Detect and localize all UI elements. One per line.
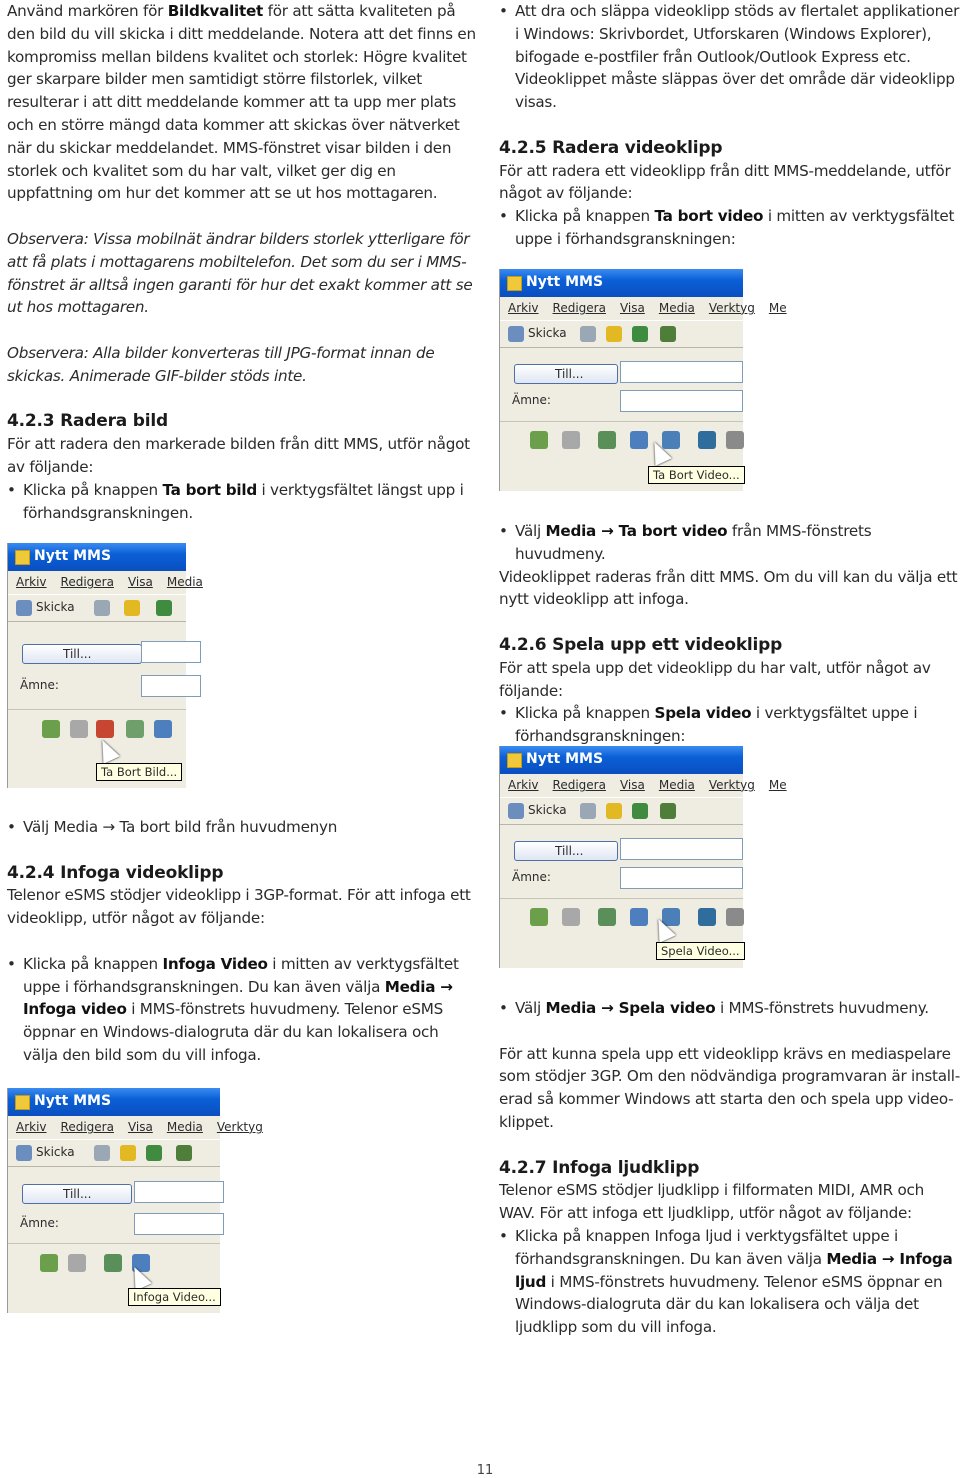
para-4-2-3: För att radera den markerade bilden från ditt MMS, utför något av följande: [7, 435, 470, 476]
window-icon [15, 1095, 30, 1110]
note-icon[interactable] [120, 1145, 136, 1161]
bullet-4-2-5-menu: • Välj Media → Ta bort video från MMS-fönstrets huvudmeny. [499, 520, 961, 566]
screenshot-delete-video [499, 269, 787, 491]
bullet-4-2-4: • Klicka på knappen Infoga Video i mitten av verktygsfältet uppe i förhandsgranskningen. Du kan även välja Media → Infoga video i MMS-fönstrets huvudmeny. Telenor eSMS öppnar en Windows-dialogruta där du kan lokalisera och välja den bild som du vill infoga. [7, 953, 477, 1067]
menu-redigera[interactable]: Redigera [552, 301, 606, 315]
subject-label: Ämne: [512, 393, 551, 407]
tooltip-insert-video: Infoga Video... [128, 1288, 221, 1306]
send-icon [508, 326, 524, 342]
left-column-lower [7, 816, 477, 1067]
subject-field[interactable] [620, 867, 743, 889]
screenshot-insert-video [7, 1088, 263, 1313]
audio-icon[interactable] [698, 908, 716, 926]
image-tool-icon[interactable] [70, 720, 88, 738]
menu-verktyg[interactable]: Verktyg [708, 778, 755, 792]
menu-arkiv[interactable]: Arkiv [508, 778, 539, 792]
preview-toolbar [8, 709, 186, 744]
para-4-2-6b: För att kunna spela upp ett videoklipp krävs en mediaspelare som stödjer 3GP. Om den nödvändiga programvaran är install-erad så kommer Windows att starta den och spela upp video-klippet. [499, 1044, 960, 1131]
menu-visa[interactable]: Visa [127, 1120, 153, 1134]
settings-icon[interactable] [726, 431, 744, 449]
page-number: 11 [476, 1463, 494, 1478]
menu-verktyg[interactable]: Verktyg [216, 1120, 263, 1134]
menu-media[interactable]: Media [658, 301, 695, 315]
bullet-4-2-7: • Klicka på knappen Infoga ljud i verktygsfältet uppe i förhandsgranskningen. Du kan även välja Media → Infoga ljud i MMS-fönstrets huvudmeny. Telenor eSMS öppnar en Windows-dialogruta där du kan lokalisera och välja det ljudklipp som du vill infoga. [499, 1225, 961, 1339]
subject-label: Ämne: [20, 1216, 59, 1230]
tree-icon[interactable] [176, 1145, 192, 1161]
subject-field[interactable] [134, 1213, 224, 1235]
para-4-2-4: Telenor eSMS stödjer videoklipp i 3GP-format. För att infoga ett videoklipp, utför något av följande: [7, 886, 471, 928]
heading-4-2-5: 4.2.5 Radera videoklipp [499, 137, 723, 158]
tool-icon[interactable] [94, 1145, 110, 1161]
menu-bar [8, 571, 203, 593]
bullet-4-2-5: • Klicka på knappen Ta bort video i mitten av verktygsfältet uppe i förhandsgranskningen: [499, 205, 961, 251]
insert-image-icon[interactable] [530, 431, 548, 449]
window-icon [507, 276, 522, 291]
delete-video-icon[interactable] [630, 431, 648, 449]
tooltip-play-video: Spela Video... [656, 942, 745, 960]
send-icon [16, 1145, 32, 1161]
left-column [7, 0, 477, 524]
check-icon[interactable] [146, 1145, 162, 1161]
insert-video-icon[interactable] [598, 431, 616, 449]
bullet-4-2-6-menu: • Välj Media → Spela video i MMS-fönstrets huvudmeny. [499, 997, 961, 1020]
para-4-2-6: För att spela upp det videoklipp du har valt, utför något av följande: [499, 658, 931, 700]
menu-arkiv[interactable]: Arkiv [508, 301, 539, 315]
bullet-4-2-6: • Klicka på knappen Spela video i verktygsfältet uppe i förhandsgranskningen: [499, 702, 961, 748]
note-paragraph: Observera: Vissa mobilnät ändrar bilders storlek ytterligare för att få plats i mottagarens mobiltelefon. Det som du ser i MMS-fönstret är alltså ingen garanti för hur det exakt kommer att se ut hos mottagaren. [7, 229, 473, 317]
settings-icon[interactable] [726, 908, 744, 926]
heading-4-2-4: 4.2.4 Infoga videoklipp [7, 862, 224, 883]
menu-media[interactable]: Media [166, 575, 203, 589]
subject-label: Ämne: [20, 678, 59, 692]
menu-media[interactable]: Media [658, 778, 695, 792]
screenshot-play-video [499, 746, 787, 968]
right-column-lower [499, 997, 961, 1339]
note-jpg: Observera: Alla bilder konverteras till JPG-format innan de skickas. Animerade GIF-bilder stöds inte. [7, 343, 435, 385]
bullet-4-2-3: • Klicka på knappen Ta bort bild i verktygsfältet längst upp i förhandsgranskningen. [7, 479, 477, 525]
subject-field[interactable] [141, 675, 201, 697]
tooltip-delete-video: Ta Bort Video... [648, 466, 745, 484]
menu-more[interactable]: Me [768, 778, 787, 792]
insert-image-icon[interactable] [42, 720, 60, 738]
right-column-mid [499, 520, 961, 748]
menu-bar [500, 297, 787, 319]
to-field[interactable] [620, 838, 743, 860]
insert-video-icon[interactable] [104, 1254, 122, 1272]
tree-icon[interactable] [660, 326, 676, 342]
tool-icon[interactable] [580, 803, 596, 819]
note-icon[interactable] [124, 600, 140, 616]
menu-redigera[interactable]: Redigera [60, 1120, 114, 1134]
preview-toolbar [8, 1243, 220, 1278]
send-button[interactable]: Skicka [528, 803, 567, 817]
to-field[interactable] [620, 361, 743, 383]
to-button[interactable]: Till... [22, 644, 142, 664]
to-button[interactable]: Till... [514, 841, 618, 861]
menu-redigera[interactable]: Redigera [552, 778, 606, 792]
menu-arkiv[interactable]: Arkiv [16, 1120, 47, 1134]
toolbar [8, 594, 186, 622]
heading-4-2-6: 4.2.6 Spela upp ett videoklipp [499, 634, 783, 655]
check-icon[interactable] [632, 326, 648, 342]
menu-bar [500, 774, 787, 796]
send-button[interactable]: Skicka [36, 1145, 75, 1159]
insert-video-icon[interactable] [126, 720, 144, 738]
to-button[interactable]: Till... [22, 1184, 132, 1204]
right-column [499, 0, 961, 251]
window-icon [15, 550, 30, 565]
delete-image-icon[interactable] [96, 720, 114, 738]
menu-visa[interactable]: Visa [619, 778, 645, 792]
window-titlebar: Nytt MMS [8, 1088, 220, 1116]
tool-icon[interactable] [580, 326, 596, 342]
intro-paragraph: Använd markören för Bildkvalitet för att sätta kvaliteten på den bild du vill skicka i ditt meddelande. Notera att det finns en kompromiss mellan bildens kvalitet och storlek: Högre kvalitet ger skarpare bilder men samtidigt större filstorlek, vilket resulterar i att ditt meddelande kommer att ta upp mer plats och en större mängd data kommer att skickas över nätverket när du skickar meddelandet. MMS-fönstret visar bilden i den storlek och kvalitet som du har valt, vilket ger dig en uppfattning om hur det kommer att se ut hos mottagaren. [7, 2, 476, 203]
window-titlebar: Nytt MMS [500, 746, 743, 774]
window-titlebar: Nytt MMS [500, 269, 743, 297]
tool-icon[interactable] [94, 600, 110, 616]
delete-video-icon[interactable] [630, 908, 648, 926]
menu-media[interactable]: Media [166, 1120, 203, 1134]
preview-toolbar [500, 421, 743, 456]
to-field[interactable] [141, 641, 201, 663]
menu-redigera[interactable]: Redigera [60, 575, 114, 589]
bullet-4-2-3-menu: • Välj Media → Ta bort bild från huvudmenyn [7, 816, 477, 839]
to-button[interactable]: Till... [514, 364, 618, 384]
send-button[interactable]: Skicka [528, 326, 567, 340]
to-field[interactable] [134, 1181, 224, 1203]
image-tool-icon[interactable] [562, 431, 580, 449]
audio-icon[interactable] [698, 431, 716, 449]
window-icon [507, 753, 522, 768]
tooltip-delete-image: Ta Bort Bild... [96, 763, 182, 781]
menu-visa[interactable]: Visa [619, 301, 645, 315]
note-icon[interactable] [606, 803, 622, 819]
note-icon[interactable] [606, 326, 622, 342]
insert-video-icon[interactable] [598, 908, 616, 926]
video-icon[interactable] [154, 720, 172, 738]
toolbar [8, 1139, 220, 1167]
para-4-2-5b: Videoklippet raderas från ditt MMS. Om du vill kan du välja ett nytt videoklipp att infoga. [499, 567, 958, 609]
subject-label: Ämne: [512, 870, 551, 884]
send-icon [508, 803, 524, 819]
menu-arkiv[interactable]: Arkiv [16, 575, 47, 589]
para-4-2-7: Telenor eSMS stödjer ljudklipp i filformaten MIDI, AMR och WAV. För att infoga ett ljudklipp, utför något av följande: [499, 1181, 924, 1223]
heading-4-2-3: 4.2.3 Radera bild [7, 411, 168, 432]
menu-bar [8, 1116, 263, 1138]
preview-toolbar [500, 898, 743, 933]
menu-visa[interactable]: Visa [127, 575, 153, 589]
para-4-2-5: För att radera ett videoklipp från ditt MMS-meddelande, utför något av följande: [499, 161, 951, 203]
insert-image-icon[interactable] [40, 1254, 58, 1272]
screenshot-delete-image [7, 543, 203, 788]
image-tool-icon[interactable] [68, 1254, 86, 1272]
toolbar [500, 320, 743, 348]
image-tool-icon[interactable] [562, 908, 580, 926]
insert-image-icon[interactable] [530, 908, 548, 926]
toolbar [500, 797, 743, 825]
send-button[interactable]: Skicka [36, 600, 75, 614]
send-icon [16, 600, 32, 616]
bullet-drag-drop: • Att dra och släppa videoklipp stöds av flertalet applikationer i Windows: Skrivbordet, Utforskaren (Windows Explorer), bifogade e-postfiler från Outlook/Outlook Express etc. Videoklippet måste släppas över det område där videoklipp visas. [499, 0, 961, 114]
menu-verktyg[interactable]: Verktyg [708, 301, 755, 315]
heading-4-2-7: 4.2.7 Infoga ljudklipp [499, 1157, 700, 1178]
check-icon[interactable] [632, 803, 648, 819]
window-titlebar: Nytt MMS [8, 543, 186, 571]
menu-more[interactable]: Me [768, 301, 787, 315]
subject-field[interactable] [620, 390, 743, 412]
tree-icon[interactable] [660, 803, 676, 819]
check-icon[interactable] [156, 600, 172, 616]
